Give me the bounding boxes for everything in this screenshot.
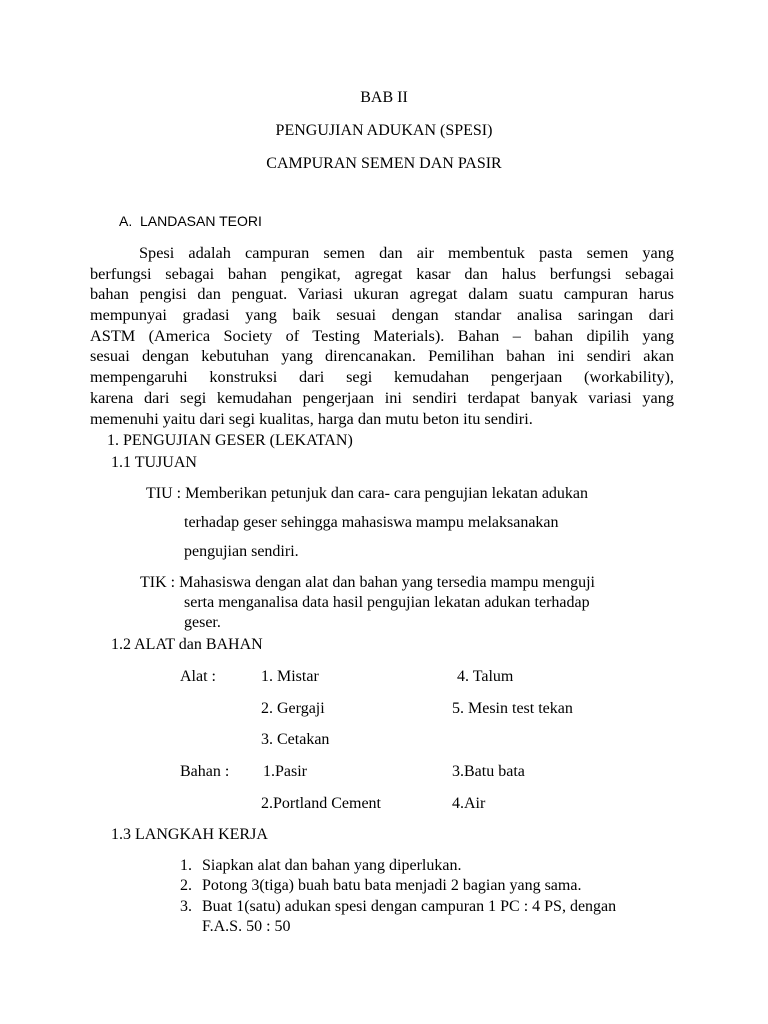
- chapter-heading: BAB II: [360, 89, 408, 106]
- landasan-teori-paragraph: [90, 243, 674, 429]
- section-a-title: LANDASAN TEORI: [140, 213, 262, 229]
- bahan-item: 1.Pasir: [263, 763, 307, 780]
- paragraph-line: Spesi adalah campuran semen dan air membentuk pasta semen yang: [139, 243, 674, 262]
- alat-label: Alat :: [180, 668, 216, 685]
- step-text: Potong 3(tiga) buah batu bata menjadi 2 bagian yang sama.: [202, 877, 582, 894]
- subsection-1-3-title: 1.3 LANGKAH KERJA: [111, 826, 268, 843]
- step-text-continuation: F.A.S. 50 : 50: [202, 918, 291, 935]
- paragraph-line: mempengaruhi konstruksi dari segi kemudahan pengerjaan (workability),: [90, 367, 674, 387]
- paragraph-line: karena dari segi kemudahan pengerjaan ini sendiri terdapat banyak variasi yang: [90, 387, 674, 407]
- alat-item: 5. Mesin test tekan: [452, 700, 573, 717]
- title-line-1: PENGUJIAN ADUKAN (SPESI): [275, 122, 493, 139]
- paragraph-line: ASTM (America Society of Testing Materials). Bahan – bahan dipilih yang: [90, 325, 674, 345]
- paragraph-line: sesuai dengan kebutuhan yang direncanakan. Pemilihan bahan ini sendiri akan: [90, 346, 674, 366]
- paragraph-line: memenuhi yaitu dari segi kualitas, harga dan mutu beton itu sendiri.: [90, 408, 533, 428]
- tiu-line: pengujian sendiri.: [184, 543, 299, 560]
- step-number: 2.: [180, 877, 192, 894]
- tik-line: TIK : Mahasiswa dengan alat dan bahan yang tersedia mampu menguji: [140, 574, 595, 591]
- tiu-line: TIU : Memberikan petunjuk dan cara- cara pengujian lekatan adukan: [146, 485, 589, 502]
- alat-item: 1. Mistar: [261, 668, 319, 685]
- bahan-label: Bahan :: [180, 763, 230, 780]
- section-1-title: 1. PENGUJIAN GESER (LEKATAN): [107, 432, 353, 449]
- subsection-1-1-title: 1.1 TUJUAN: [111, 454, 197, 471]
- bahan-item: 2.Portland Cement: [261, 795, 381, 812]
- tik-line: serta menganalisa data hasil pengujian lekatan adukan terhadap: [184, 594, 590, 611]
- bahan-item: 4.Air: [452, 795, 486, 812]
- subsection-1-2-title: 1.2 ALAT dan BAHAN: [111, 636, 263, 653]
- step-number: 3.: [180, 898, 192, 915]
- bahan-item: 3.Batu bata: [452, 763, 525, 780]
- tiu-line: terhadap geser sehingga mahasiswa mampu melaksanakan: [184, 514, 559, 531]
- step-text: Buat 1(satu) adukan spesi dengan campuran 1 PC : 4 PS, dengan: [202, 898, 617, 915]
- section-a-marker: A.: [119, 213, 133, 229]
- paragraph-line: bahan pengisi dan penguat. Variasi ukuran agregat dalam suatu campuran harus: [90, 284, 674, 304]
- alat-item: 4. Talum: [457, 668, 514, 685]
- title-line-2: CAMPURAN SEMEN DAN PASIR: [266, 155, 502, 172]
- paragraph-line: berfungsi sebagai bahan pengikat, agregat kasar dan halus berfungsi sebagai: [90, 263, 674, 283]
- step-number: 1.: [180, 857, 192, 874]
- tik-line: geser.: [184, 614, 221, 631]
- alat-item: 2. Gergaji: [261, 700, 325, 717]
- step-text: Siapkan alat dan bahan yang diperlukan.: [202, 857, 462, 874]
- paragraph-line: mempunyai gradasi yang baik sesuai dengan standar analisa saringan dari: [90, 305, 674, 325]
- alat-item: 3. Cetakan: [261, 731, 330, 748]
